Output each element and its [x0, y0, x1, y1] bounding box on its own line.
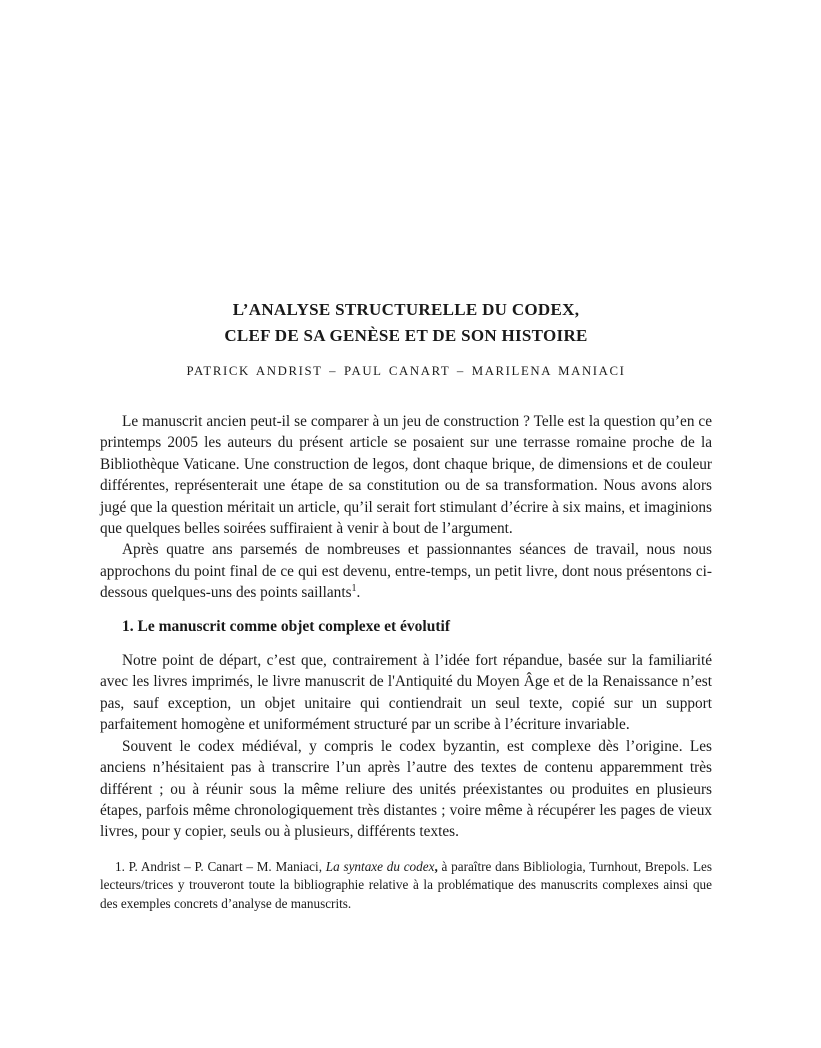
intro-paragraph-1: Le manuscrit ancien peut-il se comparer à un jeu de construction ? Telle est la question qu’en ce printemps 2005 les auteurs du présent article se posaient sur une terrasse romaine proche de la Bibliothèque Vaticane. Une construction de legos, dont chaque brique, de dimensions et de couleur différentes, représenterait une étape de sa constitution ou de sa transformation. Nous avons alors jugé que la question méritait un article, qu’il serait fort stimulant d’écrire à six mains, et imaginions que quelques belles soirées suffiraient à venir à bout de l’argument. — [100, 413, 712, 538]
article-title — [100, 297, 712, 348]
footnote-reference-mark: 1 — [351, 583, 357, 595]
article-header — [100, 297, 712, 380]
text-block — [100, 297, 712, 914]
footnote-authors: P. Andrist – P. Canart – M. Maniaci, — [128, 858, 326, 874]
section-1-paragraph-2: Souvent le codex médiéval, y compris le codex byzantin, est complexe dès l’origine. Les anciens n’hésitaient pas à transcrire l’un après l’autre des textes de contenu apparemment très différent ; ou à réunir sous la même reliure des unités préexistantes ou produites en plusieurs étapes, parfois même chronologiquement très distantes ; voire même à récupérer les pages de vieux livres, pour y copier, seuls ou à plusieurs, différents textes. — [100, 737, 712, 841]
article-title-line2: CLEF DE SA GENÈSE ET DE SON HISTOIRE — [224, 325, 588, 345]
authors-line: PATRICK ANDRIST – PAUL CANART – MARILENA MANIACI — [186, 364, 626, 378]
intro-paragraph-2-end: . — [356, 584, 361, 602]
intro-paragraph-2 — [100, 539, 712, 603]
footnote-work-title: La syntaxe du codex — [325, 858, 435, 874]
footnote — [100, 858, 712, 914]
section-1-paragraph-1: Notre point de départ, c’est que, contrairement à l’idée fort répandue, basée sur la familiarité avec les livres imprimés, le livre manuscrit de l'Antiquité du Moyen Âge et de la Renaissance n’est pas, sauf exception, un objet unitaire qui contiendrait un seul texte, copié sur un support parfaitement homogène et uniformément structuré par un scribe à l’écriture invariable. — [100, 652, 712, 734]
footnote-number: 1. — [115, 858, 129, 874]
footnote-rest: à paraître dans Bibliologia, Turnhout, Brepols. Les lecteurs/trices y trouveront toute la bibliographie relative à la problématique des manuscrits complexes ainsi que des exemples concrets d’analyse de manuscrits. — [100, 858, 713, 911]
intro-paragraph-2-text: Après quatre ans parsemés de nombreuses et passionnantes séances de travail, nous nous approchons du point final de ce qui est devenu, entre-temps, un petit livre, dont nous présentons ci-dessous quelques-uns des points saillants — [100, 541, 712, 602]
footnote-bold-comma: , — [434, 858, 438, 874]
article-title-line1: L’ANALYSE STRUCTURELLE DU CODEX, — [232, 300, 580, 319]
section-1-heading: 1. Le manuscrit comme objet complexe et évolutif — [122, 617, 450, 635]
article-body — [100, 411, 712, 914]
